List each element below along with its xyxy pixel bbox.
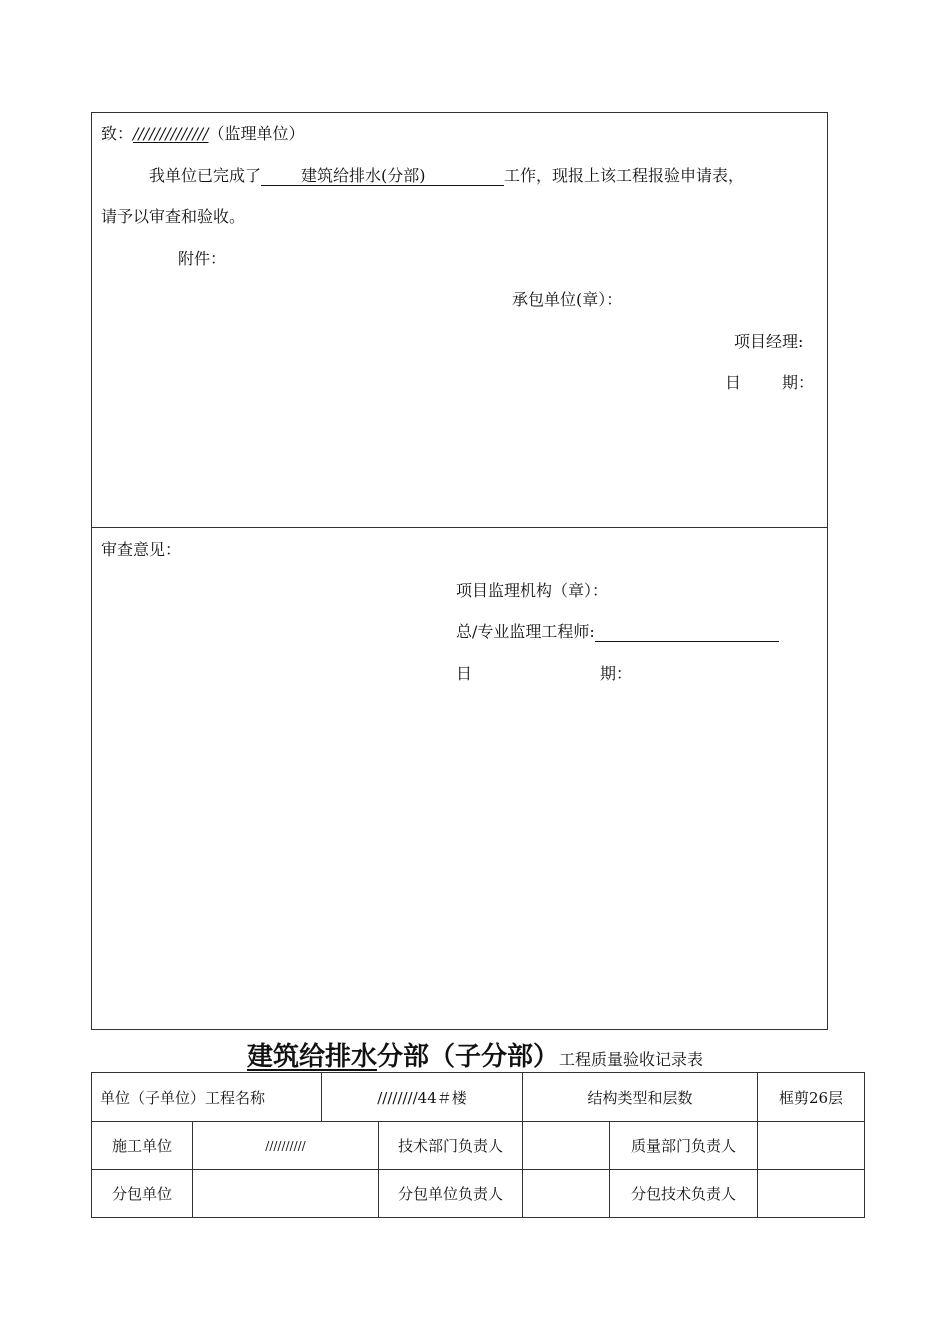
attachment-label: 附件：: [178, 249, 227, 268]
contractor-seal-label: 承包单位(章）：: [512, 290, 623, 309]
work-name-field[interactable]: [261, 167, 504, 186]
body-suffix: 工作，现报上该工程报验申请表，: [504, 166, 745, 185]
tech-head-label: 技术部门负责人: [379, 1122, 523, 1170]
record-title-part1: 建筑给排水: [246, 1042, 377, 1072]
table-row: [92, 1170, 865, 1218]
table-row: [92, 1073, 865, 1122]
to-suffix: （监理单位）: [208, 124, 305, 143]
construction-unit-label: 施工单位: [92, 1122, 193, 1170]
application-date-label-1: 日: [725, 373, 742, 392]
construction-unit-value[interactable]: //////////: [193, 1122, 379, 1170]
review-box: [91, 527, 828, 1030]
record-title-part2: 分部（子分部）: [376, 1042, 559, 1072]
application-date-label-2: 期：: [782, 373, 815, 392]
engineer-signature-field[interactable]: [595, 623, 779, 642]
record-title-part3: 工程质量验收记录表: [559, 1050, 704, 1069]
sub-unit-value[interactable]: [193, 1170, 379, 1218]
structure-label: 结构类型和层数: [523, 1073, 758, 1122]
body-line-1: [149, 166, 744, 186]
body-line-2: 请予以审查和验收。: [101, 207, 246, 226]
to-prefix: 致：: [101, 124, 134, 143]
quality-head-label: 质量部门负责人: [610, 1122, 758, 1170]
review-opinion-label: 审查意见：: [101, 540, 182, 559]
sub-head-label: 分包单位负责人: [379, 1170, 523, 1218]
supervision-unit-blank[interactable]: //////////////: [133, 124, 209, 143]
review-date-label-2: 期：: [600, 664, 633, 683]
sub-tech-value[interactable]: [758, 1170, 865, 1218]
sub-head-value[interactable]: [523, 1170, 610, 1218]
project-name-value[interactable]: ////////44＃楼: [322, 1073, 523, 1122]
project-name-label: 单位（子单位）工程名称: [92, 1073, 322, 1122]
quality-head-value[interactable]: [758, 1122, 865, 1170]
record-title: [0, 1036, 950, 1073]
review-date-label-1: 日: [456, 664, 473, 683]
engineer-line: [456, 622, 779, 642]
structure-value[interactable]: 框剪26层: [758, 1073, 865, 1122]
body-prefix: 我单位已完成了: [149, 166, 262, 185]
sub-unit-label: 分包单位: [92, 1170, 193, 1218]
sub-tech-label: 分包技术负责人: [610, 1170, 758, 1218]
table-row: [92, 1122, 865, 1170]
project-manager-label: 项目经理:: [734, 332, 804, 351]
engineer-label: 总/专业监理工程师:: [456, 622, 595, 641]
supervision-institution-label: 项目监理机构（章）：: [456, 581, 609, 600]
tech-head-value[interactable]: [523, 1122, 610, 1170]
record-table: [91, 1072, 865, 1218]
work-name: 建筑给排水(分部): [301, 166, 426, 185]
to-line: [101, 124, 305, 144]
